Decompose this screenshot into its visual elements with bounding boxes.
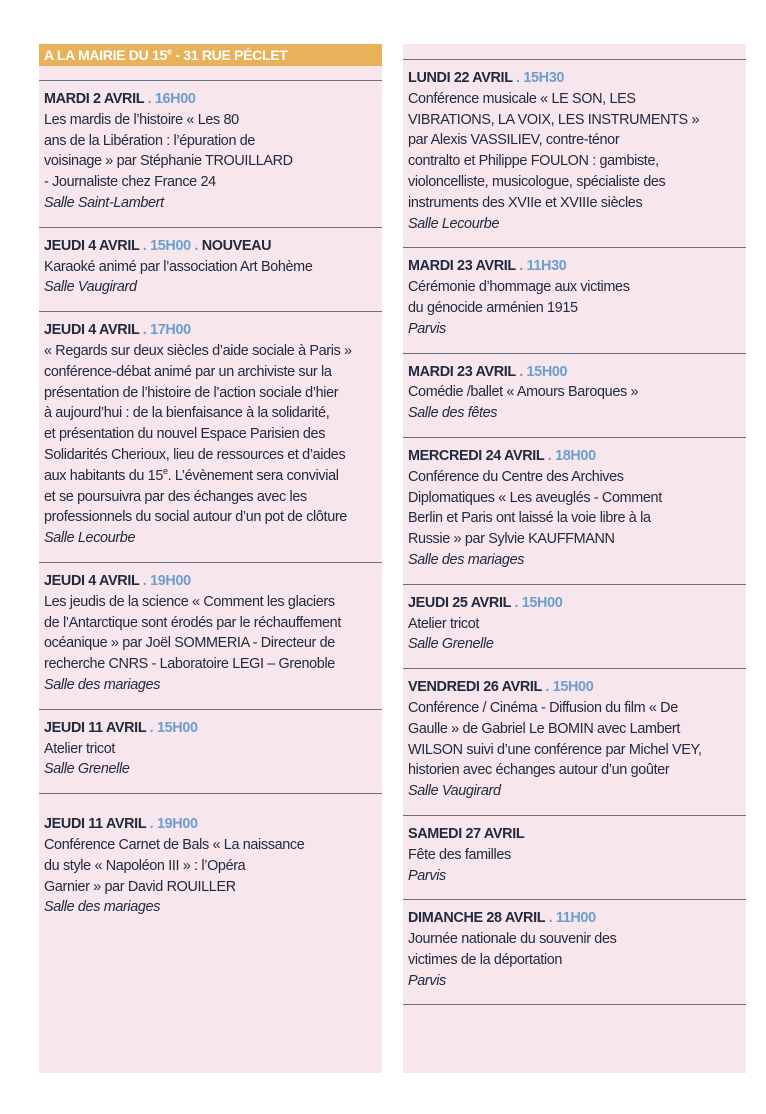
description-line xyxy=(44,592,382,613)
description-line xyxy=(408,298,746,319)
separator-dot: . xyxy=(544,447,556,464)
event-time: 19H00 xyxy=(156,816,198,833)
description-line xyxy=(408,845,746,866)
description-text: de l’Antarctique sont érodés par le réchauffement xyxy=(44,614,341,631)
event-venue: Salle Grenelle xyxy=(408,636,494,653)
event-description xyxy=(44,257,382,278)
event-date: MARDI 23 AVRIL xyxy=(408,363,516,380)
description-text: Conférence du Centre des Archives xyxy=(408,468,624,485)
event-date: MERCREDI 24 AVRIL xyxy=(408,447,545,464)
description-line xyxy=(408,172,746,193)
separator-dot: . xyxy=(515,363,527,380)
event-time: 15H00 xyxy=(521,594,563,611)
event-description xyxy=(44,341,382,528)
description-text: - Journaliste chez France 24 xyxy=(44,174,216,191)
event-time: 17H00 xyxy=(150,322,191,339)
event-venue: Salle Lecourbe xyxy=(408,215,500,232)
event-header xyxy=(44,320,382,341)
event-header xyxy=(408,256,746,277)
event-description xyxy=(408,382,746,403)
event-entry xyxy=(403,668,746,815)
event-date: SAMEDI 27 AVRIL xyxy=(408,825,525,842)
event-entry xyxy=(39,793,382,931)
ordinal-superscript: e xyxy=(162,465,168,476)
event-entry xyxy=(39,227,382,311)
description-text: Journée nationale du souvenir des xyxy=(408,931,617,948)
event-header xyxy=(408,593,746,614)
event-entry xyxy=(39,311,382,562)
description-text: Les jeudis de la science « Comment les glaciers xyxy=(44,593,335,610)
separator-dot: . xyxy=(190,237,202,254)
event-venue: Salle des mariages xyxy=(44,899,161,916)
description-text: historien avec échanges autour d’un goûter xyxy=(408,762,670,779)
description-line xyxy=(408,950,746,971)
event-header xyxy=(408,824,746,845)
description-line xyxy=(44,856,382,877)
event-date: VENDREDI 26 AVRIL xyxy=(408,679,542,696)
event-entry xyxy=(39,80,382,227)
description-line xyxy=(408,698,746,719)
event-date: JEUDI 4 AVRIL xyxy=(44,322,140,339)
description-line xyxy=(44,131,382,152)
description-line xyxy=(408,614,746,635)
separator-dot: . xyxy=(139,572,151,589)
description-text: Conférence Carnet de Bals « La naissance xyxy=(44,836,305,853)
separator-dot: . xyxy=(515,258,527,275)
description-line xyxy=(44,383,382,404)
description-line xyxy=(408,382,746,403)
event-entry xyxy=(403,353,746,437)
description-text: et se poursuivra par des échanges avec les xyxy=(44,488,307,505)
description-line xyxy=(408,89,746,110)
separator-dot: . xyxy=(146,719,157,736)
event-tag-new: NOUVEAU xyxy=(201,237,272,254)
event-header xyxy=(408,68,746,89)
description-text: Karaoké animé par l’association Art Bohème xyxy=(44,258,313,275)
description-text: WILSON suivi d’une conférence par Michel VEY, xyxy=(408,741,702,758)
description-line xyxy=(408,929,746,950)
description-text: violoncelliste, musicologue, spécialiste des xyxy=(408,173,666,190)
event-venue: Salle Saint-Lambert xyxy=(44,194,164,211)
right-column xyxy=(403,44,746,1073)
description-line xyxy=(44,362,382,383)
event-venue: Salle Lecourbe xyxy=(44,530,136,547)
description-text: . L’évènement sera convivial xyxy=(167,467,339,484)
event-entry xyxy=(403,899,746,1005)
event-description xyxy=(408,89,746,214)
description-text: Fête des familles xyxy=(408,846,511,863)
event-date: JEUDI 11 AVRIL xyxy=(44,719,147,736)
event-header xyxy=(408,908,746,929)
event-entry xyxy=(39,562,382,709)
event-venue: Salle Vaugirard xyxy=(44,279,137,296)
description-text: Conférence / Cinéma - Diffusion du film « De xyxy=(408,699,678,716)
description-text: Gaulle » de Gabriel Le BOMIN avec Lambert xyxy=(408,720,681,737)
event-entry xyxy=(403,247,746,352)
event-description xyxy=(44,835,382,897)
description-text: Cérémonie d’hommage aux victimes xyxy=(408,279,630,296)
event-time: 11H30 xyxy=(526,258,567,275)
description-line xyxy=(44,445,382,466)
description-text: « Regards sur deux siècles d’aide sociale à Paris » xyxy=(44,342,352,359)
description-text: par Alexis VASSILIEV, contre-ténor xyxy=(408,132,620,149)
event-time: 15H00 xyxy=(552,679,594,696)
description-text: Diplomatiques « Les aveuglés - Comment xyxy=(408,489,662,506)
description-text: Russie » par Sylvie KAUFFMANN xyxy=(408,531,615,548)
description-text: Comédie /ballet « Amours Baroques » xyxy=(408,384,639,401)
event-description xyxy=(408,698,746,781)
separator-dot: . xyxy=(544,910,556,927)
description-text: instruments des XVIIe et XVIIIe siècles xyxy=(408,194,643,211)
description-text: Berlin et Paris ont laissé la voie libre à la xyxy=(408,510,651,527)
description-line xyxy=(408,760,746,781)
description-text: VIBRATIONS, LA VOIX, LES INSTRUMENTS » xyxy=(408,111,700,128)
event-description xyxy=(44,110,382,193)
description-line xyxy=(408,277,746,298)
event-entry xyxy=(403,59,746,247)
description-line xyxy=(44,257,382,278)
description-line xyxy=(408,130,746,151)
description-text: recherche CNRS - Laboratoire LEGI – Grenoble xyxy=(44,656,335,673)
description-line xyxy=(408,488,746,509)
event-date: DIMANCHE 28 AVRIL xyxy=(408,910,545,927)
description-text: victimes de la déportation xyxy=(408,951,563,968)
separator-dot: . xyxy=(139,237,151,254)
description-line xyxy=(44,341,382,362)
description-text: professionnels du social autour d’un pot de clôture xyxy=(44,509,347,526)
event-venue: Parvis xyxy=(408,972,446,989)
event-description xyxy=(408,467,746,550)
event-date: MARDI 23 AVRIL xyxy=(408,258,516,275)
left-column xyxy=(39,44,382,1073)
event-header xyxy=(44,236,382,257)
event-description xyxy=(44,592,382,675)
event-venue: Salle des mariages xyxy=(408,551,525,568)
location-banner xyxy=(39,44,382,66)
description-text: Atelier tricot xyxy=(408,615,480,632)
description-line xyxy=(408,193,746,214)
event-venue: Parvis xyxy=(408,867,446,884)
separator-dot: . xyxy=(512,70,524,86)
event-date: LUNDI 22 AVRIL xyxy=(408,70,513,86)
event-time: 11H00 xyxy=(555,910,596,927)
event-header xyxy=(408,677,746,698)
description-line xyxy=(408,508,746,529)
event-time: 15H00 xyxy=(150,237,191,254)
description-line xyxy=(44,110,382,131)
event-header xyxy=(44,718,382,739)
event-description xyxy=(408,929,746,971)
event-header xyxy=(44,89,382,110)
event-description xyxy=(44,739,382,760)
event-entry xyxy=(403,584,746,668)
separator-dot: . xyxy=(541,679,553,696)
event-time: 15H00 xyxy=(156,719,198,736)
description-text: voisinage » par Stéphanie TROUILLARD xyxy=(44,153,293,170)
description-text: du génocide arménien 1915 xyxy=(408,299,578,316)
description-text: aux habitants du 15 xyxy=(44,467,163,484)
event-time: 15H00 xyxy=(526,363,568,380)
event-header xyxy=(44,571,382,592)
event-entry xyxy=(403,437,746,584)
description-line xyxy=(44,877,382,898)
event-entry xyxy=(39,709,382,793)
event-venue: Parvis xyxy=(408,320,446,337)
description-line xyxy=(408,467,746,488)
description-line xyxy=(44,739,382,760)
description-line xyxy=(408,719,746,740)
banner-text-start: A LA MAIRIE DU 15 xyxy=(44,47,167,63)
separator-dot: . xyxy=(139,322,151,339)
event-entry xyxy=(403,815,746,899)
description-line xyxy=(408,740,746,761)
description-text: Solidarités Cherioux, lieu de ressources et d’aides xyxy=(44,446,346,463)
description-line xyxy=(44,835,382,856)
event-header xyxy=(408,446,746,467)
description-line xyxy=(408,529,746,550)
event-description xyxy=(408,277,746,319)
event-date: JEUDI 11 AVRIL xyxy=(44,816,147,833)
description-text: et présentation du nouvel Espace Parisien des xyxy=(44,426,326,443)
description-text: à aujourd’hui : de la bienfaisance à la solidarité, xyxy=(44,405,330,422)
event-venue: Salle des fêtes xyxy=(408,405,498,422)
event-header xyxy=(408,362,746,383)
event-time: 16H00 xyxy=(154,91,196,107)
description-line xyxy=(44,654,382,675)
event-venue: Salle Grenelle xyxy=(44,761,130,778)
event-date: JEUDI 25 AVRIL xyxy=(408,594,511,611)
event-date: JEUDI 4 AVRIL xyxy=(44,572,140,589)
separator-dot: . xyxy=(143,91,155,107)
description-line xyxy=(44,487,382,508)
description-line xyxy=(408,151,746,172)
description-line xyxy=(44,466,382,487)
event-venue: Salle Vaugirard xyxy=(408,783,501,800)
description-text: océanique » par Joël SOMMERIA - Directeur de xyxy=(44,635,335,652)
event-venue: Salle des mariages xyxy=(44,676,161,693)
description-text: contralto et Philippe FOULON : gambiste, xyxy=(408,153,659,170)
separator-dot: . xyxy=(510,594,522,611)
description-text: ans de la Libération : l’épuration de xyxy=(44,132,256,149)
description-text: Garnier » par David ROUILLER xyxy=(44,878,236,895)
banner-superscript: e xyxy=(167,46,172,57)
description-line xyxy=(44,151,382,172)
description-line xyxy=(44,507,382,528)
description-line xyxy=(44,403,382,424)
separator-dot: . xyxy=(146,816,157,833)
description-line xyxy=(44,633,382,654)
event-time: 19H00 xyxy=(150,572,191,589)
event-time: 15H30 xyxy=(523,70,564,86)
banner-text-end: - 31 RUE PÉCLET xyxy=(171,47,288,63)
description-text: Atelier tricot xyxy=(44,740,116,757)
description-text: présentation de l’histoire de l’action sociale d’hier xyxy=(44,384,339,401)
description-line xyxy=(44,424,382,445)
event-description xyxy=(408,845,746,866)
description-line xyxy=(408,110,746,131)
description-text: Conférence musicale « LE SON, LES xyxy=(408,90,636,107)
event-header xyxy=(44,814,382,835)
event-date: JEUDI 4 AVRIL xyxy=(44,237,140,254)
event-description xyxy=(408,614,746,635)
description-text: conférence-débat animé par un archiviste sur la xyxy=(44,363,332,380)
description-text: du style « Napoléon III » : l’Opéra xyxy=(44,857,246,874)
event-date: MARDI 2 AVRIL xyxy=(44,91,144,107)
event-time: 18H00 xyxy=(555,447,596,464)
description-text: Les mardis de l’histoire « Les 80 xyxy=(44,111,239,128)
description-line xyxy=(44,172,382,193)
description-line xyxy=(44,613,382,634)
